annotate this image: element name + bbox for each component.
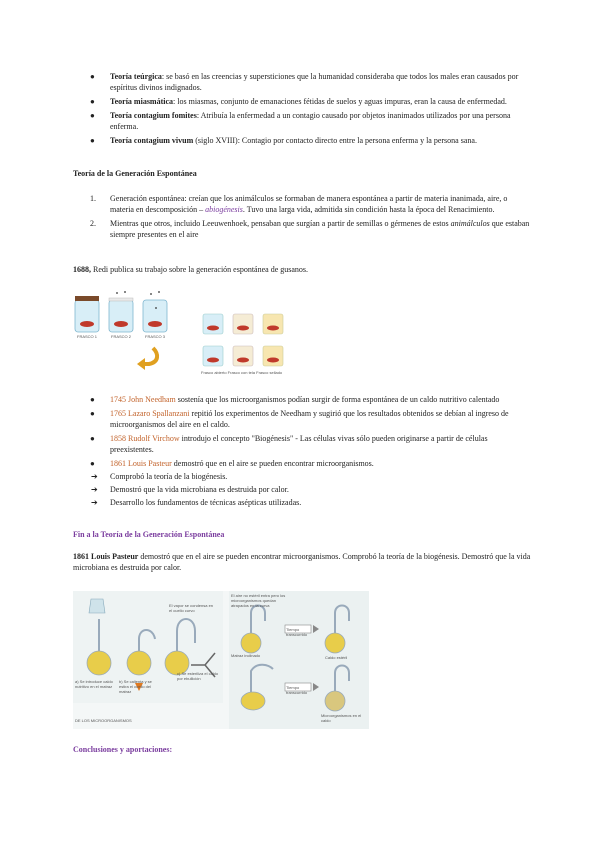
figure-label: Microorganismos en el caldo [321, 713, 362, 723]
section-title: Teoría de la Generación Espontánea [73, 169, 197, 178]
list-item: ● 1858 Rudolf Virchow introdujo el concepto "Biogénesis" - Las células vivas sólo pueden originarse a partir de células preexistentes. [90, 434, 488, 454]
arrow-right-icon: ➔ [91, 498, 98, 507]
redi-figure [73, 290, 303, 382]
pasteur-figure [73, 591, 369, 729]
figure-label: c) Se esteriliza el caldo por ebullición [177, 671, 219, 681]
figure-label: a) Se introduce caldo nutritivo en el matraz [75, 679, 113, 689]
list-item: ● 1765 Lazaro Spallanzani repitió los experimentos de Needham y sugirió que los resultados obtenidos se debían al ingreso de microorganismos del aire en el caldo. [90, 409, 509, 429]
figure-label: Matraz inclinado [231, 653, 261, 658]
section-title: Conclusiones y aportaciones: [73, 745, 173, 754]
figure-label: El aire no estéril entra pero los microorganismos quedan atrapados en la curva [231, 593, 286, 608]
pasteur-paragraph: 1861 Louis Pasteur demostró que en el aire se pueden encontrar microorganismos. Comprobó la teoría de la biogénesis. Demostró que la vida microbiana es destruida por calor. [73, 552, 531, 572]
figure-label: Caldo estéril [325, 655, 348, 660]
list-item: 1. Generación espontánea: creían que los animálculos se formaban de manera espontánea a partir de materia inanimada, aire, o materia en descomposición – abiogénesis. Tuvo una larga vida, admitida sin condición hasta la época del Renacimiento. [90, 194, 508, 214]
figure-label: b) Se calienta y se estira el cuello del matraz [119, 679, 152, 694]
bullet-icon: ● [90, 72, 95, 81]
bullet-icon: ● [90, 395, 95, 404]
curved-arrow-icon [143, 348, 157, 364]
bullet-icon: ● [90, 97, 95, 106]
jar-3 [143, 291, 167, 332]
redi-paragraph: 1688, Redi publica su trabajo sobre la generación espontánea de gusanos. [73, 265, 309, 274]
figure-label: El vapor se condensa en el cuello curvo [169, 603, 214, 613]
jar-2 [109, 291, 133, 332]
arrow-right-icon: ➔ [91, 485, 98, 494]
bullet-icon: ● [90, 111, 95, 120]
numbered-list [90, 193, 530, 240]
pasteur-flasks-illustration [73, 591, 369, 729]
figure-caption: DE LOS MICROORGANISMOS [75, 718, 132, 723]
figure-caption: Frasco abierto Frasco con tela Frasco sellado [201, 370, 283, 375]
jar-label: FRASCO 1 [77, 334, 98, 339]
scientists-list [90, 394, 530, 508]
theories-list [90, 71, 530, 146]
bullet-icon: ● [90, 434, 95, 443]
list-item: ● Teoría teúrgica: se basó en las creencias y supersticiones que la humanidad consideraba que todos los males eran causados por espíritus divinos indignados. [90, 72, 519, 92]
figure-label: Tiempo transcurrido [286, 627, 308, 637]
jar-1 [75, 296, 99, 332]
jar-label: FRASCO 3 [145, 334, 166, 339]
jar-label: FRASCO 2 [111, 334, 132, 339]
list-item: ● Teoría contagium vivum (siglo XVIII): Contagio por contacto directo entre la persona enferma y la persona sana. [90, 136, 477, 145]
arrow-right-icon: ➔ [91, 472, 98, 481]
list-item: ➔ Desarrollo los fundamentos de técnicas asépticas utilizadas. [91, 498, 302, 507]
list-item: 2. Mientras que otros, incluido Leeuwenhoek, pensaban que surgían a partir de semillas o gérmenes de estos animálculos que estaban siempre presentes en el aire [90, 219, 530, 239]
list-item: ● Teoría contagium fomites: Atribuía la enfermedad a un contagio causado por objetos inanimados utilizados por una persona enferma. [90, 111, 511, 131]
list-item: ● 1745 John Needham sostenía que los microorganismos podían surgir de forma espontánea de un caldo nutritivo calentado [90, 395, 500, 404]
bullet-icon: ● [90, 136, 95, 145]
redi-jars-illustration [73, 290, 303, 382]
list-item: ➔ Comprobó la teoría de la biogénesis. [91, 472, 228, 481]
list-item: ➔ Demostró que la vida microbiana es destruida por calor. [91, 485, 289, 494]
bullet-icon: ● [90, 409, 95, 418]
jar-pairs [203, 314, 283, 366]
list-item: ● 1861 Louis Pasteur demostró que en el aire se pueden encontrar microorganismos. [90, 459, 374, 468]
section-title: Fin a la Teoría de la Generación Espontánea [73, 530, 225, 539]
bullet-icon: ● [90, 459, 95, 468]
list-item: ● Teoría miasmática: los miasmas, conjunto de emanaciones fétidas de suelos y aguas impuras, eran la causa de enfermedad. [90, 97, 507, 106]
figure-label: Tiempo transcurrido [286, 685, 308, 695]
